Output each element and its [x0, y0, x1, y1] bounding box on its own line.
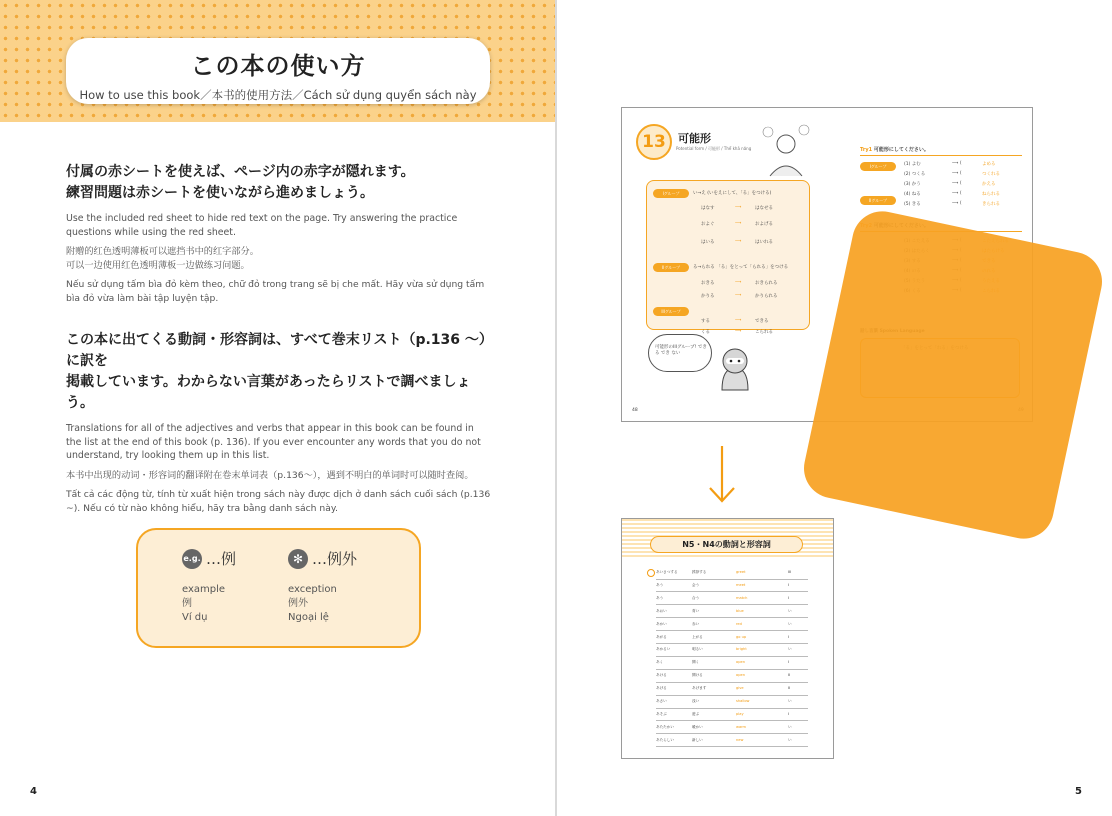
word-list-row — [656, 696, 808, 709]
title-card — [66, 38, 490, 104]
try1-title: 可能形にしてください。 — [873, 147, 929, 153]
word-list-cell: あおい — [656, 608, 667, 613]
try-answer: かえる — [982, 182, 996, 187]
legend-exception — [288, 548, 357, 625]
legend-example-vi: Ví dụ — [182, 612, 208, 623]
legend-exception-label: …例外 — [312, 550, 358, 568]
word-list-cell: あかい — [656, 621, 667, 626]
try1-group-tag: Iグループ — [860, 162, 896, 171]
word-list-row — [656, 619, 808, 632]
try-answer: つくれる — [982, 172, 1000, 177]
exception-symbol-icon: ✻ — [288, 549, 308, 569]
section-word-list — [66, 330, 492, 515]
bubble-text: 可能形のIIIグループ! できる でき ない — [655, 345, 707, 356]
page-title: この本の使い方 — [190, 52, 366, 80]
thinking-character-icon — [756, 122, 816, 178]
try-arrow-icon: ⟶ ( — [952, 181, 962, 186]
ninja-mascot-icon — [718, 346, 752, 392]
section1-jp-line2: 練習問題は赤シートを使いながら進めましょう。 — [66, 185, 374, 201]
word-list-cell: match — [736, 595, 748, 600]
rule-word-potential: かりられる — [755, 294, 778, 299]
sample-footer-left: 48 — [632, 408, 638, 413]
try-arrow-icon: ⟶ ( — [952, 161, 962, 166]
word-list-cell: 会う — [692, 582, 700, 587]
word-list-cell: red — [736, 621, 742, 626]
word-list-cell: play — [736, 711, 744, 716]
word-list-cell: い — [788, 647, 792, 652]
word-list-cell: bright — [736, 647, 747, 652]
word-list-cell: 開く — [692, 660, 700, 665]
section2-zh: 本书中出现的动词・形容词的翻译附在卷末单词表（p.136～），遇到不明白的单词时可以随时查阅。 — [66, 469, 474, 481]
word-list-cell: I — [788, 582, 790, 587]
try-arrow-icon: ⟶ ( — [952, 201, 962, 206]
word-list-cell: あたたかい — [656, 724, 674, 729]
page-number-left: 4 — [30, 786, 37, 797]
try1-heading — [860, 146, 929, 153]
word-list-cell: III — [788, 570, 792, 574]
section2-vi: Tất cả các động từ, tính từ xuất hiện trong sách này được dịch ở danh sách cuối sách (p.136 ~). Nếu có từ nào không hiểu, hãy tra bằng danh sách này. — [66, 489, 491, 514]
legend-example-zh: 例 — [182, 598, 192, 609]
try1-label: Try1 — [860, 147, 873, 153]
rule-arrow-icon: ⟶ — [735, 318, 742, 323]
section1-zh-line2: 可以一边使用红色透明薄板一边做练习问题。 — [66, 259, 250, 271]
word-list-cell: open — [736, 673, 745, 678]
word-list-cell: I — [788, 711, 790, 716]
right-page — [557, 0, 1112, 816]
word-list-cell: warm — [736, 724, 747, 729]
rule-word-plain: はいる — [701, 240, 715, 245]
try-item: (1) よむ — [904, 162, 921, 167]
rule-word-potential: およげる — [755, 222, 773, 227]
word-list-cell: い — [788, 621, 792, 626]
rule-word-plain: くる — [701, 330, 710, 335]
section1-vi: Nếu sử dụng tấm bìa đỏ kèm theo, chữ đỏ trong trang sẽ bị che mất. Hãy vừa sử dụng tấm bìa đỏ vừa làm bài tập luyện tập. — [66, 279, 485, 304]
word-list-row — [656, 606, 808, 619]
legend-example — [182, 548, 236, 625]
word-list-cell: い — [788, 724, 792, 729]
try-arrow-icon: ⟶ ( — [952, 171, 962, 176]
section1-zh-line1: 附赠的红色透明薄板可以遮挡书中的红字部分。 — [66, 246, 259, 257]
rule-word-plain: およぐ — [701, 222, 715, 227]
word-list-cell: 開ける — [692, 673, 703, 678]
word-list-cell: 上がる — [692, 634, 703, 639]
word-list-row — [656, 670, 808, 683]
rule-arrow-icon: ⟶ — [735, 205, 742, 210]
group1-tag: Iグループ — [653, 189, 689, 198]
section1-jp-line1: 付属の赤シートを使えば、ページ内の赤字が隠れます。 — [66, 164, 415, 180]
word-list-row — [656, 593, 808, 606]
chapter-title: 可能形 — [678, 132, 711, 145]
word-list-cell: い — [788, 737, 792, 742]
legend-exception-zh: 例外 — [288, 598, 308, 609]
word-list-row — [656, 709, 808, 722]
rule-arrow-icon: ⟶ — [735, 221, 742, 226]
down-arrow-icon — [707, 444, 737, 506]
word-list-cell: あう — [656, 582, 664, 587]
rule-word-plain: する — [701, 319, 710, 324]
word-list-cell: shallow — [736, 699, 750, 703]
try1-group2-tag: IIグループ — [860, 196, 896, 205]
rule-word-plain: おきる — [701, 281, 715, 286]
word-list-cell: あく — [656, 660, 664, 665]
rules-card — [646, 180, 810, 335]
eg-symbol-icon: e.g. — [182, 549, 202, 569]
word-list-cell: go up — [736, 634, 747, 639]
rule1-text: い→え (いをえにして、「る」をつける) — [693, 191, 772, 196]
word-list-cell: あげる — [656, 686, 667, 691]
rule-arrow-icon: ⟶ — [735, 329, 742, 334]
word-list-cell: II — [788, 686, 791, 691]
word-list-row — [656, 657, 808, 670]
group3-tag: IIIグループ — [653, 307, 689, 316]
word-list-cell: あそぶ — [656, 711, 667, 716]
try-item: (3) かう — [904, 182, 921, 187]
rule-word-plain: かりる — [701, 294, 715, 299]
word-list-cell: あう — [656, 595, 664, 600]
chapter-number: 13 — [636, 124, 672, 160]
word-list-cell: I — [788, 634, 790, 639]
word-list-row — [656, 580, 808, 593]
speech-bubble — [648, 334, 712, 372]
word-list-cell: あさい — [656, 699, 667, 703]
word-list-row — [656, 632, 808, 645]
word-list-cell: 浅い — [692, 699, 700, 703]
word-list-cell: あかるい — [656, 647, 671, 652]
word-list-cell: blue — [736, 608, 744, 613]
word-list-cell: new — [736, 737, 744, 742]
list-section-marker — [647, 569, 655, 577]
word-list-cell: I — [788, 660, 790, 665]
word-list-row — [656, 567, 808, 580]
word-list-cell: 暖かい — [692, 724, 703, 729]
word-list-cell: い — [788, 608, 792, 613]
word-list-cell: meet — [736, 582, 746, 587]
word-list-row — [656, 722, 808, 735]
word-list-cell: 合う — [692, 595, 700, 600]
legend-example-label: …例 — [206, 550, 237, 568]
rule-word-potential: こられる — [755, 330, 773, 335]
sample-word-list-page — [621, 518, 834, 759]
page-subtitle: How to use this book／本书的使用方法／Cách sử dụng quyển sách này — [79, 88, 477, 102]
section1-jp — [66, 162, 492, 204]
chapter-subtitle: Potential form / 可能形 / Thể khả năng — [676, 146, 752, 151]
word-list-cell: II — [788, 673, 791, 678]
word-list-cell: greet — [736, 570, 746, 574]
word-list-cell: あげます — [692, 686, 707, 691]
word-list-row — [656, 644, 808, 657]
try1-rule — [860, 155, 1022, 156]
rule-word-potential: はなせる — [755, 206, 773, 211]
word-list-row — [656, 735, 808, 748]
word-list-cell: 挨拶する — [692, 570, 707, 574]
section2-jp — [66, 330, 492, 414]
try-arrow-icon: ⟶ ( — [952, 191, 962, 196]
try-answer: ねられる — [982, 192, 1000, 197]
word-list-title: N5・N4の動詞と形容詞 — [650, 536, 803, 553]
rule-word-potential: おきられる — [755, 281, 778, 286]
rule-arrow-icon: ⟶ — [735, 239, 742, 244]
word-list-cell: 明るい — [692, 647, 703, 652]
section2-jp-line2: 掲載しています。わからない言葉があったらリストで調べましょう。 — [66, 374, 471, 411]
word-list-cell: I — [788, 595, 790, 600]
rule-word-plain: はなす — [701, 206, 715, 211]
word-list-cell: open — [736, 660, 745, 665]
word-list-cell: 遊ぶ — [692, 711, 700, 716]
word-list-cell: あいさつする — [656, 570, 678, 574]
word-list-cell: あける — [656, 673, 667, 678]
try-item: (2) つくる — [904, 172, 926, 177]
word-list-row — [656, 683, 808, 696]
word-list-cell: い — [788, 699, 792, 703]
page-number-right: 5 — [1075, 786, 1082, 797]
word-list-cell: 新しい — [692, 737, 703, 742]
section-red-sheet — [66, 162, 492, 305]
section2-jp-line1: この本に出てくる動詞・形容詞は、すべて巻末リスト（p.136 ～）に訳を — [66, 332, 486, 369]
rule-arrow-icon: ⟶ — [735, 280, 742, 285]
try-answer: きられる — [982, 202, 1000, 207]
legend-exception-vi: Ngoại lệ — [288, 612, 329, 623]
word-list-cell: あがる — [656, 634, 667, 639]
rule-word-potential: できる — [755, 319, 769, 324]
word-list-cell: あたらしい — [656, 737, 674, 742]
word-list-cell: 青い — [692, 608, 700, 613]
section1-en: Use the included red sheet to hide red text on the page. Try answering the practice questions while using the red sheet. — [66, 213, 458, 238]
try-item: (5) きる — [904, 202, 921, 207]
rule-word-potential: はいれる — [755, 240, 773, 245]
try-answer: よめる — [982, 162, 996, 167]
word-list-cell: 赤い — [692, 621, 700, 626]
try-item: (4) ねる — [904, 192, 921, 197]
legend-exception-en: exception — [288, 584, 337, 595]
symbol-legend — [136, 528, 421, 648]
word-list-cell: give — [736, 686, 744, 691]
rule-arrow-icon: ⟶ — [735, 293, 742, 298]
rule2-text: る→られる 「る」をとって「られる」をつける — [693, 265, 789, 270]
section1-zh — [66, 245, 492, 272]
legend-example-en: example — [182, 584, 226, 595]
group2-tag: IIグループ — [653, 263, 689, 272]
section2-en: Translations for all of the adjectives and verbs that appear in this book can be found in the list at the end of this book (p. 136). If you ever encounter any words that you do not understand, try looking them up in this list. — [66, 423, 481, 461]
